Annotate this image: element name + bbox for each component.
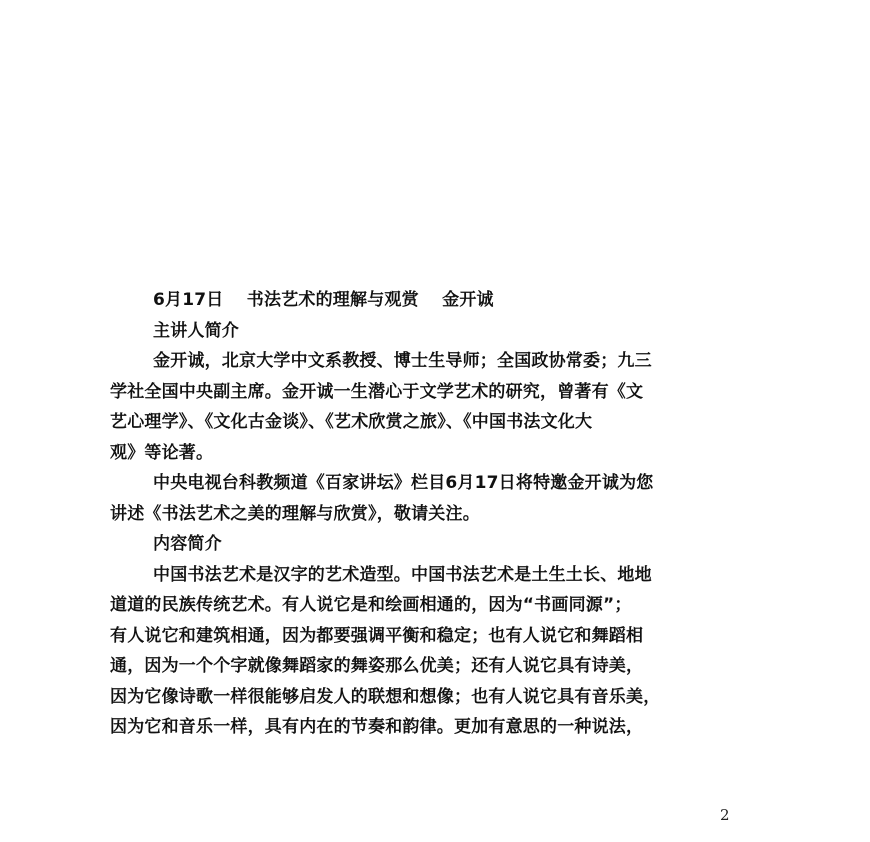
heading: 6月17日 书法艺术的理解与观赏 金开诚 — [153, 290, 494, 310]
paragraph-line: 观》等论著。 — [110, 442, 214, 463]
paragraph-line: 因为它像诗歌一样很能够启发人的联想和想像；也有人说它具有音乐美， — [110, 686, 661, 707]
paragraph-line: 有人说它和建筑相通，因为都要强调平衡和稳定；也有人说它和舞蹈相 — [110, 625, 644, 646]
paragraph-line: 中国书法艺术是汉字的艺术造型。中国书法艺术是土生土长、地地 — [153, 564, 652, 585]
paragraph-line: 通，因为一个个字就像舞蹈家的舞姿那么优美；还有人说它具有诗美， — [110, 656, 644, 676]
page-number: 2 — [720, 806, 730, 824]
paragraph-line: 学社全国中央副主席。金开诚一生潜心于文学艺术的研究，曾著有《文 — [110, 381, 644, 402]
paragraph-line: 中央电视台科教频道《百家讲坛》栏目6月17日将特邀金开诚为您 — [153, 473, 654, 493]
paragraph-line: 道道的民族传统艺术。有人说它是和绘画相通的，因为“书画同源”； — [110, 595, 632, 615]
speaker-section-title: 主讲人简介 — [153, 320, 239, 341]
paragraph-line: 艺心理学》、《文化古金谈》、《艺术欣赏之旅》、《中国书法文化大 — [110, 412, 593, 432]
content-section-title: 内容简介 — [153, 534, 222, 554]
paragraph-line: 金开诚，北京大学中文系教授、博士生导师；全国政协常委；九三 — [153, 351, 652, 371]
paragraph-line: 讲述《书法艺术之美的理解与欣赏》，敬请关注。 — [110, 503, 480, 524]
paragraph-line: 因为它和音乐一样，具有内在的节奏和韵律。更加有意思的一种说法， — [110, 717, 644, 737]
document-body — [110, 285, 800, 743]
